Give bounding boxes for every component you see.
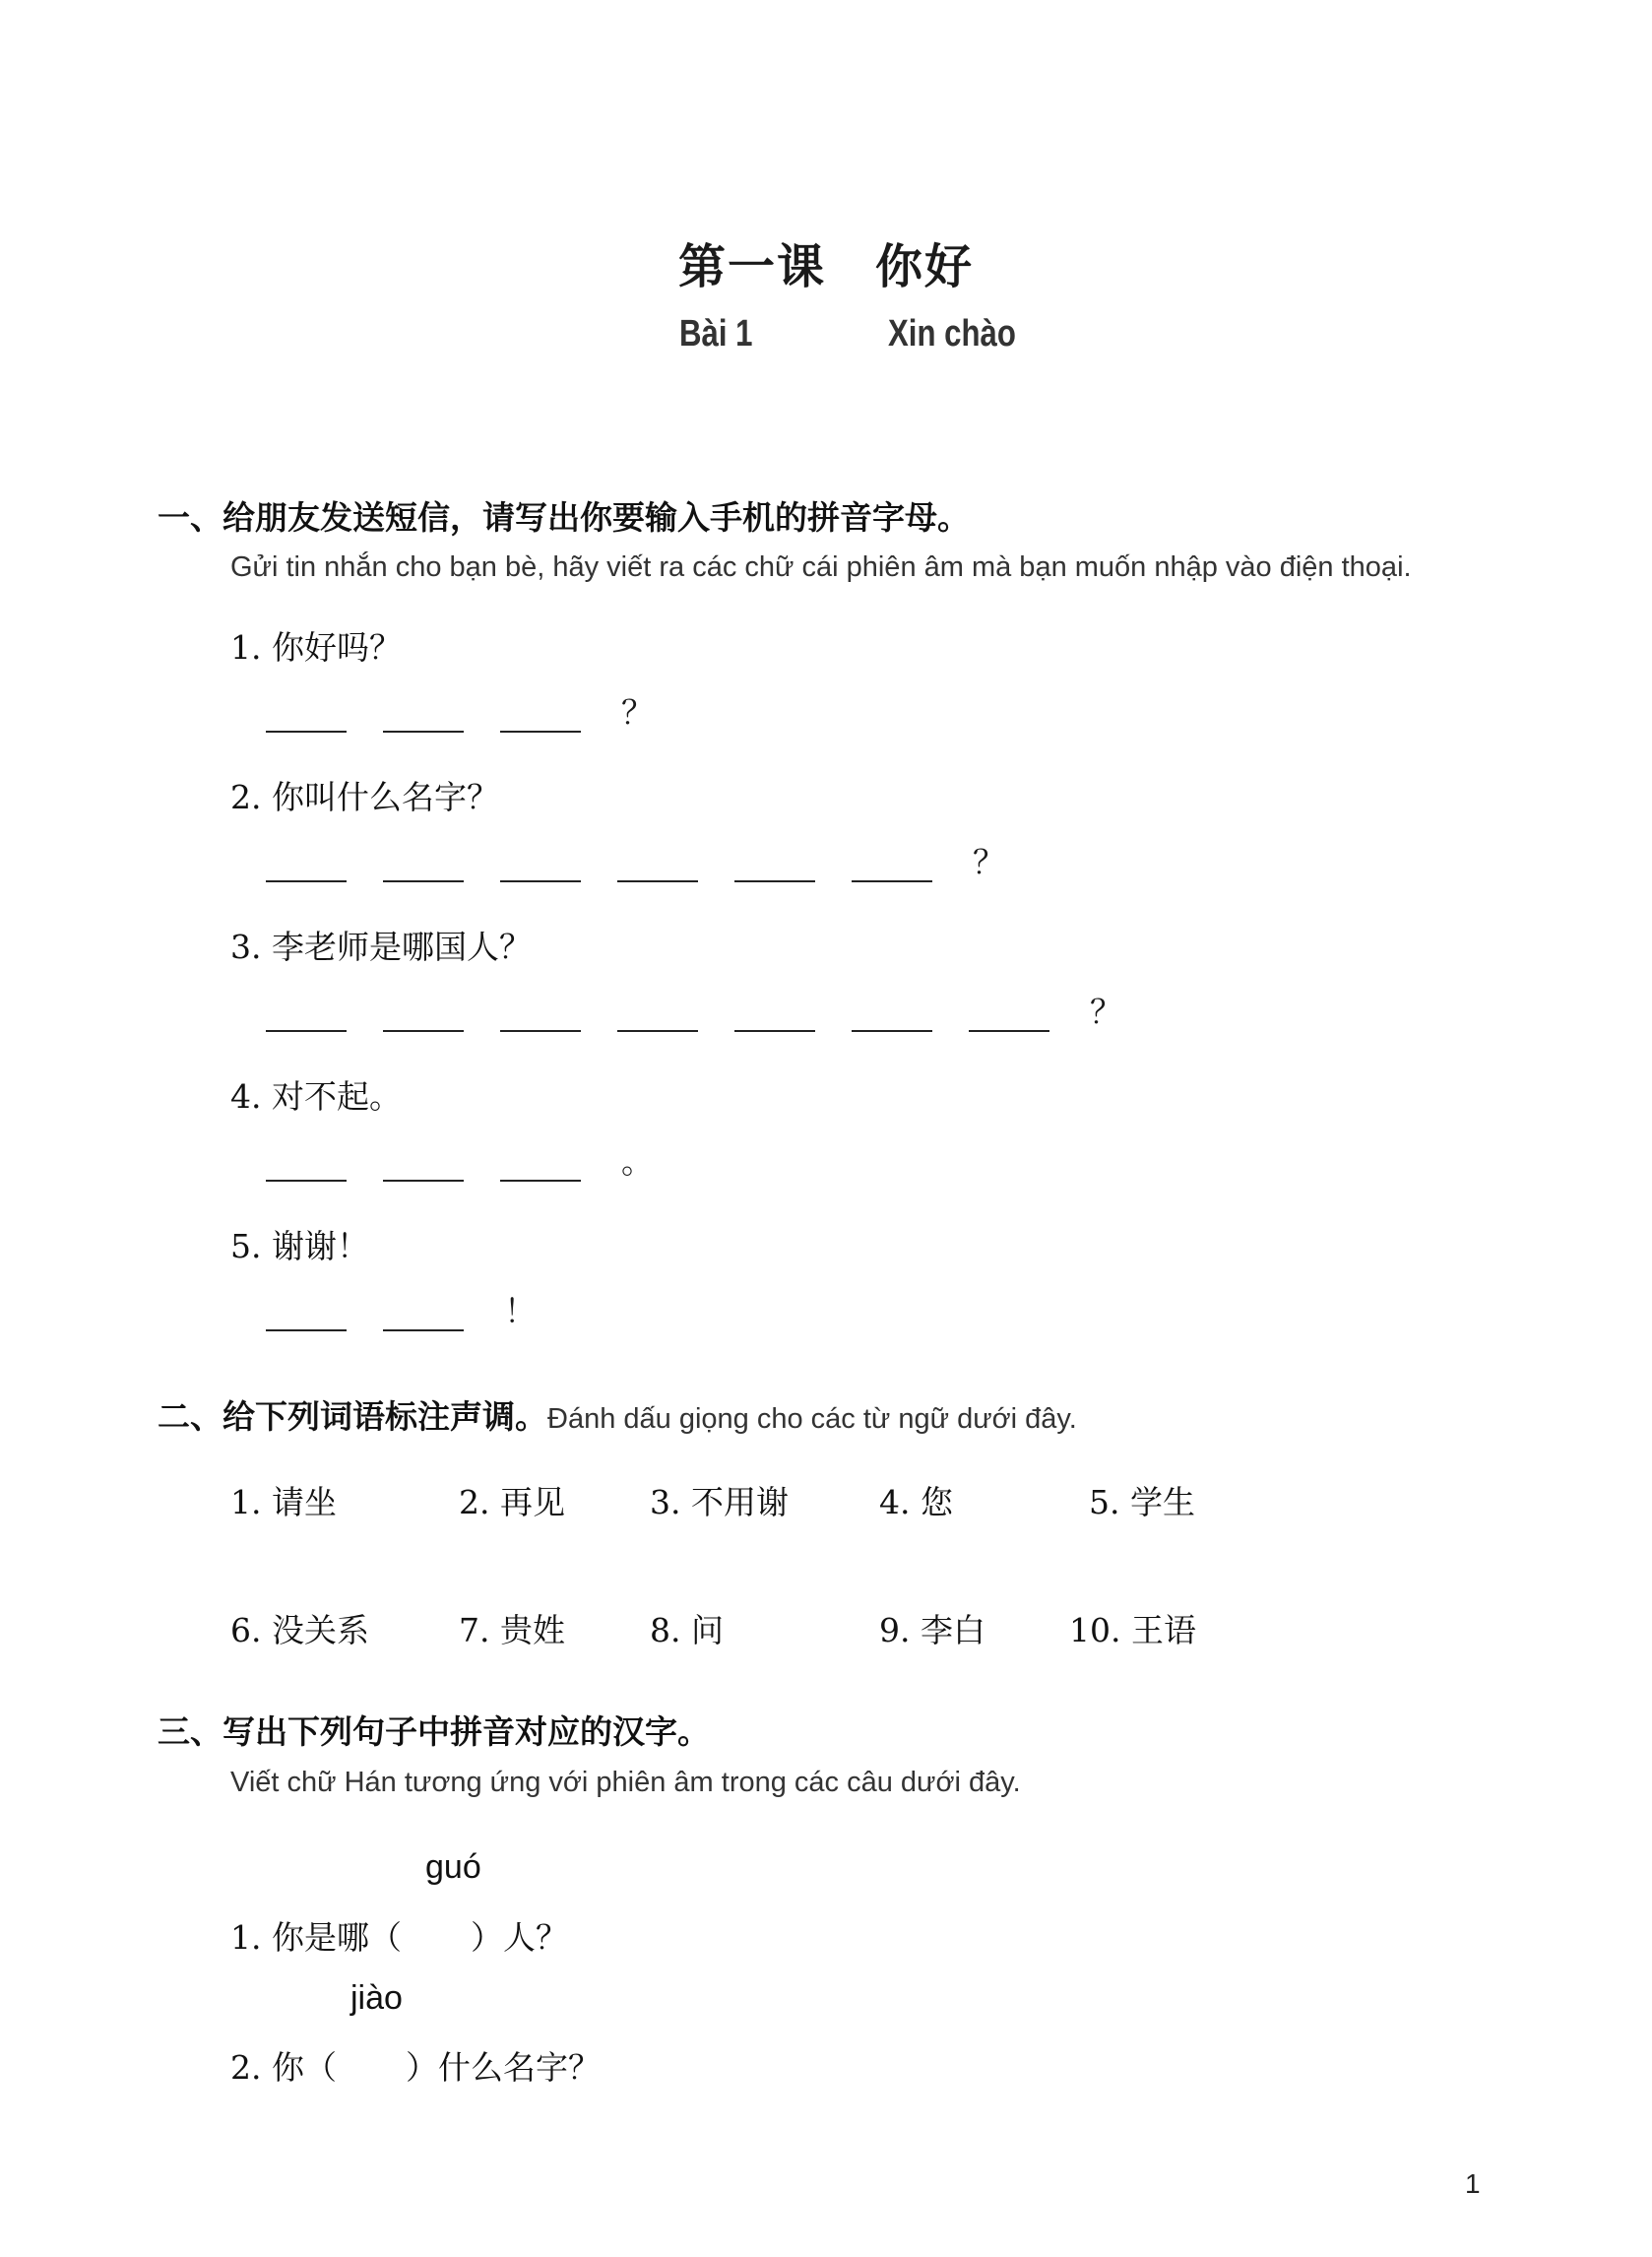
blank[interactable] [617, 837, 698, 882]
blank[interactable] [734, 837, 815, 882]
end-punct: ！ [504, 1292, 537, 1330]
s2-word: 1. 请坐 [230, 1483, 337, 1521]
s1-answer-row-4 [266, 1132, 654, 1182]
blank[interactable] [852, 837, 932, 882]
s1-answer-row-5 [266, 1282, 537, 1331]
blank[interactable] [266, 1136, 347, 1182]
blank[interactable] [383, 1286, 464, 1331]
sentence-start: 1. 你是哪（ [230, 1918, 402, 1957]
pinyin-hint: jiào [350, 1979, 403, 2017]
blank[interactable] [266, 987, 347, 1032]
blank[interactable] [383, 837, 464, 882]
s2-word: 10. 王语 [1069, 1611, 1196, 1649]
blank[interactable] [266, 1286, 347, 1331]
s2-word: 4. 您 [879, 1483, 953, 1521]
s2-word: 5. 学生 [1089, 1483, 1195, 1521]
blank[interactable] [852, 987, 932, 1032]
page-title: 第一课 你好 [677, 239, 974, 294]
s2-word: 7. 贵姓 [459, 1611, 565, 1649]
sentence-end: ）人？ [470, 1918, 568, 1957]
lesson-number: Bài 1 [679, 313, 753, 355]
section2-heading [158, 1391, 1077, 1438]
section1-heading: 一、给朋友发送短信，请写出你要输入手机的拼音字母。 [158, 498, 970, 537]
s2-word: 9. 李白 [879, 1611, 985, 1649]
section3-heading: 三、写出下列句子中拼音对应的汉字。 [158, 1712, 710, 1751]
blank[interactable] [969, 987, 1049, 1032]
s1-question-1: 1. 你好吗？ [230, 628, 402, 667]
page-number: 1 [1465, 2168, 1481, 2199]
end-punct: ？ [621, 693, 654, 732]
blank[interactable] [500, 987, 581, 1032]
s3-sentence-1 [230, 1912, 568, 1959]
s1-question-5: 5. 谢谢！ [230, 1227, 369, 1265]
s1-answer-row-2 [266, 833, 1005, 882]
sentence-end: ）什么名字？ [405, 2048, 601, 2087]
section2-subtitle: Đánh dấu giọng cho các từ ngữ dưới đây. [547, 1403, 1077, 1435]
blank[interactable] [500, 1136, 581, 1182]
s1-question-4: 4. 对不起。 [230, 1077, 402, 1116]
page-subtitle: Xin chào [888, 313, 1016, 355]
s2-word: 8. 问 [650, 1611, 724, 1649]
s2-word: 6. 没关系 [230, 1611, 369, 1649]
end-punct: ？ [973, 843, 1005, 881]
end-punct: 。 [621, 1142, 654, 1181]
blank[interactable] [500, 837, 581, 882]
s3-sentence-2 [230, 2042, 601, 2089]
blank[interactable] [383, 687, 464, 733]
pinyin-hint: guó [425, 1848, 481, 1886]
blank[interactable] [734, 987, 815, 1032]
section2-heading-zh: 二、给下列词语标注声调。 [158, 1397, 547, 1436]
sentence-start: 2. 你（ [230, 2048, 337, 2087]
end-punct: ？ [1090, 993, 1122, 1031]
blank[interactable] [383, 1136, 464, 1182]
section3-subtitle: Viết chữ Hán tương ứng với phiên âm trong các câu dưới đây. [230, 1767, 1021, 1798]
s2-word: 2. 再见 [459, 1483, 565, 1521]
blank[interactable] [617, 987, 698, 1032]
blank[interactable] [266, 837, 347, 882]
s2-word: 3. 不用谢 [650, 1483, 789, 1521]
blank[interactable] [266, 687, 347, 733]
blank[interactable] [383, 987, 464, 1032]
s1-answer-row-1 [266, 683, 654, 733]
s1-question-2: 2. 你叫什么名字？ [230, 778, 499, 816]
s1-question-3: 3. 李老师是哪国人？ [230, 928, 532, 966]
section1-subtitle: Gửi tin nhắn cho bạn bè, hãy viết ra các chữ cái phiên âm mà bạn muốn nhập vào điện thoại. [230, 551, 1412, 583]
blank[interactable] [500, 687, 581, 733]
s1-answer-row-3 [266, 983, 1122, 1032]
